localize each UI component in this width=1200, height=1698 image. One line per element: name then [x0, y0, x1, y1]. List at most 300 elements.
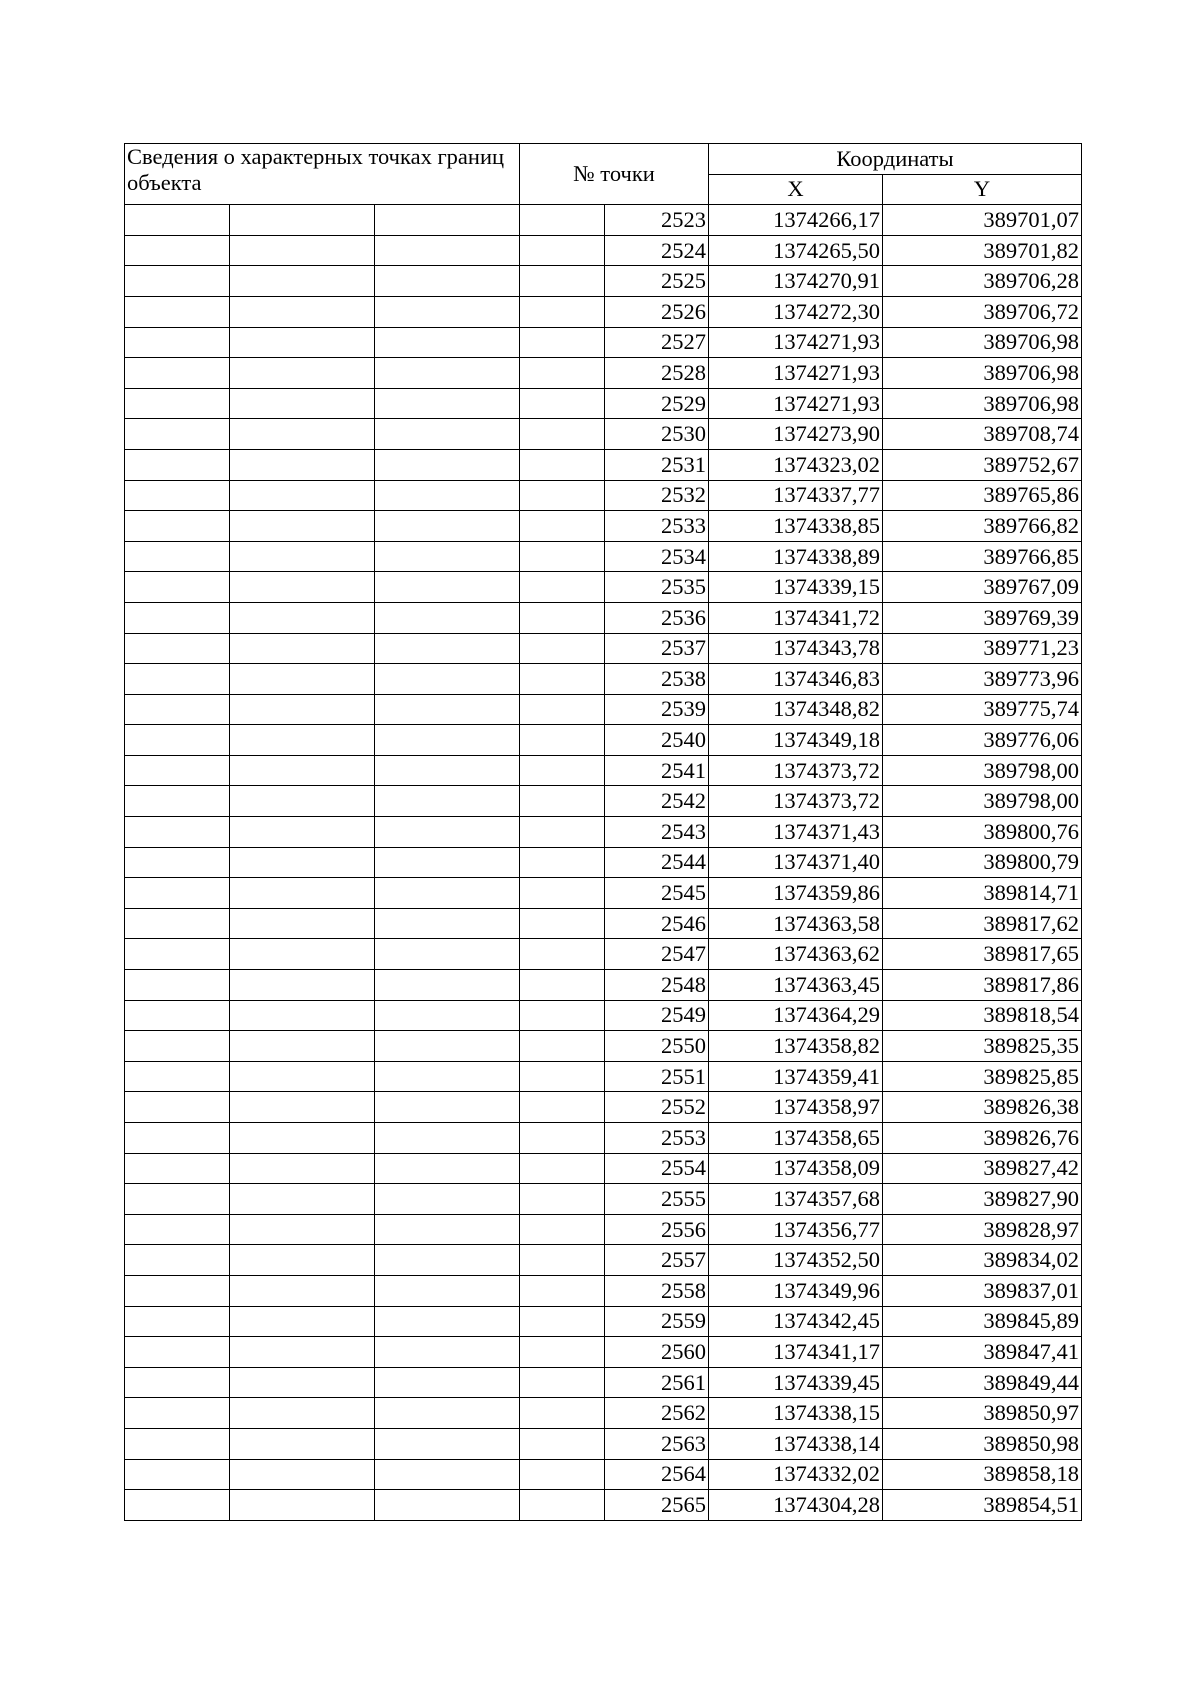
- table-body: [125, 205, 1082, 1521]
- x-coordinate-cell: 1374332,02: [709, 1459, 883, 1490]
- point-number-cell: 2540: [605, 725, 709, 756]
- table-row: [125, 1123, 1082, 1154]
- y-coordinate-cell: 389798,00: [883, 786, 1082, 817]
- empty-cell: [125, 327, 230, 358]
- empty-cell: [125, 694, 230, 725]
- empty-cell: [230, 664, 375, 695]
- empty-cell: [375, 327, 520, 358]
- y-coordinate-cell: 389800,79: [883, 847, 1082, 878]
- empty-cell: [125, 970, 230, 1001]
- point-number-cell: 2560: [605, 1337, 709, 1368]
- x-coordinate-cell: 1374348,82: [709, 694, 883, 725]
- table-row: [125, 1000, 1082, 1031]
- empty-cell: [125, 1000, 230, 1031]
- empty-cell: [375, 1000, 520, 1031]
- point-number-cell: 2536: [605, 602, 709, 633]
- empty-cell: [230, 266, 375, 297]
- empty-cell: [125, 1153, 230, 1184]
- x-coordinate-cell: 1374341,17: [709, 1337, 883, 1368]
- empty-cell: [520, 419, 605, 450]
- empty-cell: [125, 388, 230, 419]
- x-coordinate-cell: 1374358,09: [709, 1153, 883, 1184]
- y-coordinate-cell: 389773,96: [883, 664, 1082, 695]
- x-coordinate-cell: 1374339,45: [709, 1367, 883, 1398]
- y-coordinate-cell: 389817,86: [883, 970, 1082, 1001]
- empty-cell: [520, 1214, 605, 1245]
- y-coordinate-cell: 389825,35: [883, 1031, 1082, 1062]
- point-number-cell: 2530: [605, 419, 709, 450]
- table-row: [125, 786, 1082, 817]
- y-coordinate-cell: 389834,02: [883, 1245, 1082, 1276]
- empty-cell: [375, 419, 520, 450]
- empty-cell: [125, 1398, 230, 1429]
- x-coordinate-cell: 1374265,50: [709, 235, 883, 266]
- empty-cell: [125, 633, 230, 664]
- table-row: [125, 235, 1082, 266]
- point-number-cell: 2534: [605, 541, 709, 572]
- empty-cell: [125, 480, 230, 511]
- point-number-cell: 2528: [605, 358, 709, 389]
- x-coordinate-cell: 1374342,45: [709, 1306, 883, 1337]
- empty-cell: [520, 358, 605, 389]
- empty-cell: [125, 1061, 230, 1092]
- empty-cell: [375, 1214, 520, 1245]
- x-coordinate-cell: 1374338,15: [709, 1398, 883, 1429]
- table-row: [125, 388, 1082, 419]
- empty-cell: [520, 786, 605, 817]
- empty-cell: [375, 664, 520, 695]
- y-coordinate-cell: 389776,06: [883, 725, 1082, 756]
- empty-cell: [230, 235, 375, 266]
- point-number-cell: 2524: [605, 235, 709, 266]
- empty-cell: [375, 1367, 520, 1398]
- empty-cell: [520, 847, 605, 878]
- point-number-cell: 2544: [605, 847, 709, 878]
- x-coordinate-cell: 1374352,50: [709, 1245, 883, 1276]
- y-coordinate-cell: 389847,41: [883, 1337, 1082, 1368]
- empty-cell: [125, 908, 230, 939]
- empty-cell: [520, 1031, 605, 1062]
- empty-cell: [375, 786, 520, 817]
- x-coordinate-cell: 1374323,02: [709, 449, 883, 480]
- x-coordinate-cell: 1374272,30: [709, 296, 883, 327]
- y-coordinate-cell: 389828,97: [883, 1214, 1082, 1245]
- empty-cell: [230, 572, 375, 603]
- table-row: [125, 1275, 1082, 1306]
- empty-cell: [520, 1398, 605, 1429]
- empty-cell: [230, 755, 375, 786]
- empty-cell: [125, 1459, 230, 1490]
- x-coordinate-cell: 1374339,15: [709, 572, 883, 603]
- point-number-cell: 2557: [605, 1245, 709, 1276]
- table-row: [125, 1245, 1082, 1276]
- empty-cell: [375, 1306, 520, 1337]
- point-number-cell: 2549: [605, 1000, 709, 1031]
- empty-cell: [375, 449, 520, 480]
- empty-cell: [230, 388, 375, 419]
- y-coordinate-cell: 389814,71: [883, 878, 1082, 909]
- empty-cell: [230, 817, 375, 848]
- empty-cell: [375, 388, 520, 419]
- y-coordinate-cell: 389706,98: [883, 388, 1082, 419]
- empty-cell: [230, 633, 375, 664]
- empty-cell: [375, 1061, 520, 1092]
- y-coordinate-cell: 389817,62: [883, 908, 1082, 939]
- empty-cell: [125, 755, 230, 786]
- empty-cell: [230, 1123, 375, 1154]
- empty-cell: [375, 1428, 520, 1459]
- empty-cell: [230, 1428, 375, 1459]
- empty-cell: [230, 327, 375, 358]
- empty-cell: [125, 878, 230, 909]
- x-coordinate-cell: 1374371,43: [709, 817, 883, 848]
- point-number-cell: 2539: [605, 694, 709, 725]
- empty-cell: [230, 1306, 375, 1337]
- empty-cell: [520, 1061, 605, 1092]
- empty-cell: [520, 266, 605, 297]
- x-coordinate-cell: 1374270,91: [709, 266, 883, 297]
- table-row: [125, 664, 1082, 695]
- empty-cell: [520, 1490, 605, 1521]
- point-number-cell: 2523: [605, 205, 709, 236]
- empty-cell: [375, 602, 520, 633]
- x-coordinate-cell: 1374343,78: [709, 633, 883, 664]
- y-coordinate-cell: 389701,82: [883, 235, 1082, 266]
- table-row: [125, 755, 1082, 786]
- empty-cell: [230, 511, 375, 542]
- empty-cell: [520, 1245, 605, 1276]
- empty-cell: [125, 1245, 230, 1276]
- point-number-cell: 2535: [605, 572, 709, 603]
- table-row: [125, 1306, 1082, 1337]
- x-coordinate-cell: 1374346,83: [709, 664, 883, 695]
- empty-cell: [375, 1490, 520, 1521]
- table-row: [125, 511, 1082, 542]
- empty-cell: [375, 511, 520, 542]
- empty-cell: [125, 1092, 230, 1123]
- point-number-cell: 2538: [605, 664, 709, 695]
- x-coordinate-cell: 1374273,90: [709, 419, 883, 450]
- empty-cell: [230, 908, 375, 939]
- empty-cell: [230, 1367, 375, 1398]
- empty-cell: [375, 205, 520, 236]
- point-number-cell: 2537: [605, 633, 709, 664]
- table-row: [125, 1031, 1082, 1062]
- x-coordinate-cell: 1374338,89: [709, 541, 883, 572]
- empty-cell: [230, 1153, 375, 1184]
- empty-cell: [375, 817, 520, 848]
- empty-cell: [520, 1123, 605, 1154]
- empty-cell: [520, 633, 605, 664]
- empty-cell: [230, 296, 375, 327]
- y-column-header: Y: [883, 174, 1082, 205]
- x-coordinate-cell: 1374373,72: [709, 786, 883, 817]
- empty-cell: [230, 970, 375, 1001]
- x-coordinate-cell: 1374349,96: [709, 1275, 883, 1306]
- point-number-cell: 2526: [605, 296, 709, 327]
- empty-cell: [375, 633, 520, 664]
- point-number-cell: 2556: [605, 1214, 709, 1245]
- empty-cell: [230, 1092, 375, 1123]
- point-number-cell: 2562: [605, 1398, 709, 1429]
- empty-cell: [520, 572, 605, 603]
- y-coordinate-cell: 389701,07: [883, 205, 1082, 236]
- empty-cell: [375, 1398, 520, 1429]
- x-coordinate-cell: 1374364,29: [709, 1000, 883, 1031]
- empty-cell: [125, 358, 230, 389]
- empty-cell: [520, 1428, 605, 1459]
- x-coordinate-cell: 1374358,97: [709, 1092, 883, 1123]
- empty-cell: [125, 511, 230, 542]
- empty-cell: [520, 1092, 605, 1123]
- x-coordinate-cell: 1374266,17: [709, 205, 883, 236]
- empty-cell: [520, 511, 605, 542]
- empty-cell: [125, 1275, 230, 1306]
- empty-cell: [125, 1337, 230, 1368]
- empty-cell: [230, 1459, 375, 1490]
- x-coordinate-cell: 1374371,40: [709, 847, 883, 878]
- table-row: [125, 480, 1082, 511]
- x-coordinate-cell: 1374363,58: [709, 908, 883, 939]
- point-number-cell: 2550: [605, 1031, 709, 1062]
- empty-cell: [125, 205, 230, 236]
- point-number-cell: 2553: [605, 1123, 709, 1154]
- y-coordinate-cell: 389845,89: [883, 1306, 1082, 1337]
- y-coordinate-cell: 389827,42: [883, 1153, 1082, 1184]
- point-number-cell: 2531: [605, 449, 709, 480]
- table-row: [125, 878, 1082, 909]
- y-coordinate-cell: 389706,28: [883, 266, 1082, 297]
- point-number-cell: 2525: [605, 266, 709, 297]
- empty-cell: [125, 939, 230, 970]
- empty-cell: [375, 235, 520, 266]
- y-coordinate-cell: 389766,82: [883, 511, 1082, 542]
- empty-cell: [230, 1245, 375, 1276]
- empty-cell: [230, 1337, 375, 1368]
- empty-cell: [375, 939, 520, 970]
- point-number-cell: 2564: [605, 1459, 709, 1490]
- point-number-cell: 2527: [605, 327, 709, 358]
- y-coordinate-cell: 389825,85: [883, 1061, 1082, 1092]
- coordinates-header: Координаты: [709, 144, 1082, 175]
- table-row: [125, 602, 1082, 633]
- empty-cell: [520, 541, 605, 572]
- table-row: [125, 541, 1082, 572]
- empty-cell: [375, 296, 520, 327]
- empty-cell: [520, 908, 605, 939]
- x-coordinate-cell: 1374341,72: [709, 602, 883, 633]
- empty-cell: [125, 296, 230, 327]
- y-coordinate-cell: 389850,97: [883, 1398, 1082, 1429]
- empty-cell: [520, 1306, 605, 1337]
- y-coordinate-cell: 389706,98: [883, 327, 1082, 358]
- point-number-cell: 2551: [605, 1061, 709, 1092]
- table-row: [125, 358, 1082, 389]
- point-number-cell: 2533: [605, 511, 709, 542]
- x-coordinate-cell: 1374271,93: [709, 388, 883, 419]
- point-number-cell: 2558: [605, 1275, 709, 1306]
- x-coordinate-cell: 1374373,72: [709, 755, 883, 786]
- y-coordinate-cell: 389765,86: [883, 480, 1082, 511]
- empty-cell: [230, 847, 375, 878]
- empty-cell: [375, 358, 520, 389]
- point-number-cell: 2554: [605, 1153, 709, 1184]
- empty-cell: [230, 1184, 375, 1215]
- table-row: [125, 1184, 1082, 1215]
- empty-cell: [520, 755, 605, 786]
- x-coordinate-cell: 1374349,18: [709, 725, 883, 756]
- empty-cell: [520, 1459, 605, 1490]
- empty-cell: [125, 1214, 230, 1245]
- y-coordinate-cell: 389827,90: [883, 1184, 1082, 1215]
- empty-cell: [375, 725, 520, 756]
- empty-cell: [375, 480, 520, 511]
- empty-cell: [230, 1031, 375, 1062]
- empty-cell: [230, 786, 375, 817]
- empty-cell: [520, 1337, 605, 1368]
- empty-cell: [230, 205, 375, 236]
- empty-cell: [125, 1428, 230, 1459]
- x-coordinate-cell: 1374338,14: [709, 1428, 883, 1459]
- empty-cell: [125, 786, 230, 817]
- empty-cell: [125, 449, 230, 480]
- empty-cell: [230, 939, 375, 970]
- empty-cell: [375, 1092, 520, 1123]
- table-row: [125, 1337, 1082, 1368]
- table-row: [125, 1367, 1082, 1398]
- x-coordinate-cell: 1374358,65: [709, 1123, 883, 1154]
- empty-cell: [520, 817, 605, 848]
- y-coordinate-cell: 389826,76: [883, 1123, 1082, 1154]
- empty-cell: [375, 1153, 520, 1184]
- empty-cell: [520, 327, 605, 358]
- point-number-header: № точки: [520, 144, 709, 205]
- y-coordinate-cell: 389766,85: [883, 541, 1082, 572]
- empty-cell: [520, 1184, 605, 1215]
- empty-cell: [125, 725, 230, 756]
- point-number-cell: 2555: [605, 1184, 709, 1215]
- point-number-cell: 2563: [605, 1428, 709, 1459]
- y-coordinate-cell: 389771,23: [883, 633, 1082, 664]
- x-coordinate-cell: 1374357,68: [709, 1184, 883, 1215]
- empty-cell: [520, 602, 605, 633]
- y-coordinate-cell: 389817,65: [883, 939, 1082, 970]
- empty-cell: [230, 358, 375, 389]
- point-number-cell: 2542: [605, 786, 709, 817]
- empty-cell: [230, 602, 375, 633]
- empty-cell: [520, 1367, 605, 1398]
- empty-cell: [230, 725, 375, 756]
- empty-cell: [375, 755, 520, 786]
- y-coordinate-cell: 389837,01: [883, 1275, 1082, 1306]
- x-coordinate-cell: 1374271,93: [709, 327, 883, 358]
- empty-cell: [125, 1184, 230, 1215]
- empty-cell: [375, 878, 520, 909]
- empty-cell: [375, 1245, 520, 1276]
- table-row: [125, 725, 1082, 756]
- empty-cell: [230, 1061, 375, 1092]
- y-coordinate-cell: 389798,00: [883, 755, 1082, 786]
- empty-cell: [125, 572, 230, 603]
- empty-cell: [125, 266, 230, 297]
- document-sheet: [124, 143, 1081, 1521]
- empty-cell: [230, 541, 375, 572]
- empty-cell: [520, 235, 605, 266]
- empty-cell: [230, 449, 375, 480]
- point-number-cell: 2559: [605, 1306, 709, 1337]
- empty-cell: [520, 1153, 605, 1184]
- x-coordinate-cell: 1374337,77: [709, 480, 883, 511]
- point-number-cell: 2532: [605, 480, 709, 511]
- empty-cell: [125, 817, 230, 848]
- x-column-header: X: [709, 174, 883, 205]
- coordinates-table: [124, 143, 1082, 1521]
- empty-cell: [125, 847, 230, 878]
- empty-cell: [375, 1031, 520, 1062]
- empty-cell: [375, 1184, 520, 1215]
- empty-cell: [520, 694, 605, 725]
- table-row: [125, 1092, 1082, 1123]
- empty-cell: [375, 1459, 520, 1490]
- empty-cell: [520, 1275, 605, 1306]
- point-number-cell: 2548: [605, 970, 709, 1001]
- point-number-cell: 2565: [605, 1490, 709, 1521]
- empty-cell: [520, 449, 605, 480]
- y-coordinate-cell: 389850,98: [883, 1428, 1082, 1459]
- empty-cell: [520, 205, 605, 236]
- empty-cell: [375, 1275, 520, 1306]
- point-number-cell: 2561: [605, 1367, 709, 1398]
- x-coordinate-cell: 1374271,93: [709, 358, 883, 389]
- point-number-cell: 2541: [605, 755, 709, 786]
- empty-cell: [375, 847, 520, 878]
- point-number-cell: 2543: [605, 817, 709, 848]
- empty-cell: [230, 1000, 375, 1031]
- table-row: [125, 572, 1082, 603]
- y-coordinate-cell: 389800,76: [883, 817, 1082, 848]
- x-coordinate-cell: 1374359,86: [709, 878, 883, 909]
- table-row: [125, 266, 1082, 297]
- empty-cell: [520, 725, 605, 756]
- object-boundary-info-header: Сведения о характерных точках границ объекта: [125, 144, 520, 205]
- table-row: [125, 1061, 1082, 1092]
- y-coordinate-cell: 389769,39: [883, 602, 1082, 633]
- table-row: [125, 694, 1082, 725]
- empty-cell: [520, 296, 605, 327]
- empty-cell: [520, 480, 605, 511]
- table-row: [125, 1428, 1082, 1459]
- header-row: [125, 144, 1082, 175]
- point-number-cell: 2546: [605, 908, 709, 939]
- empty-cell: [230, 419, 375, 450]
- empty-cell: [375, 572, 520, 603]
- empty-cell: [125, 541, 230, 572]
- empty-cell: [230, 878, 375, 909]
- table-row: [125, 1398, 1082, 1429]
- y-coordinate-cell: 389849,44: [883, 1367, 1082, 1398]
- empty-cell: [520, 970, 605, 1001]
- y-coordinate-cell: 389767,09: [883, 572, 1082, 603]
- x-coordinate-cell: 1374363,45: [709, 970, 883, 1001]
- empty-cell: [230, 480, 375, 511]
- table-row: [125, 633, 1082, 664]
- point-number-cell: 2545: [605, 878, 709, 909]
- empty-cell: [125, 1031, 230, 1062]
- y-coordinate-cell: 389826,38: [883, 1092, 1082, 1123]
- table-row: [125, 327, 1082, 358]
- table-row: [125, 939, 1082, 970]
- y-coordinate-cell: 389818,54: [883, 1000, 1082, 1031]
